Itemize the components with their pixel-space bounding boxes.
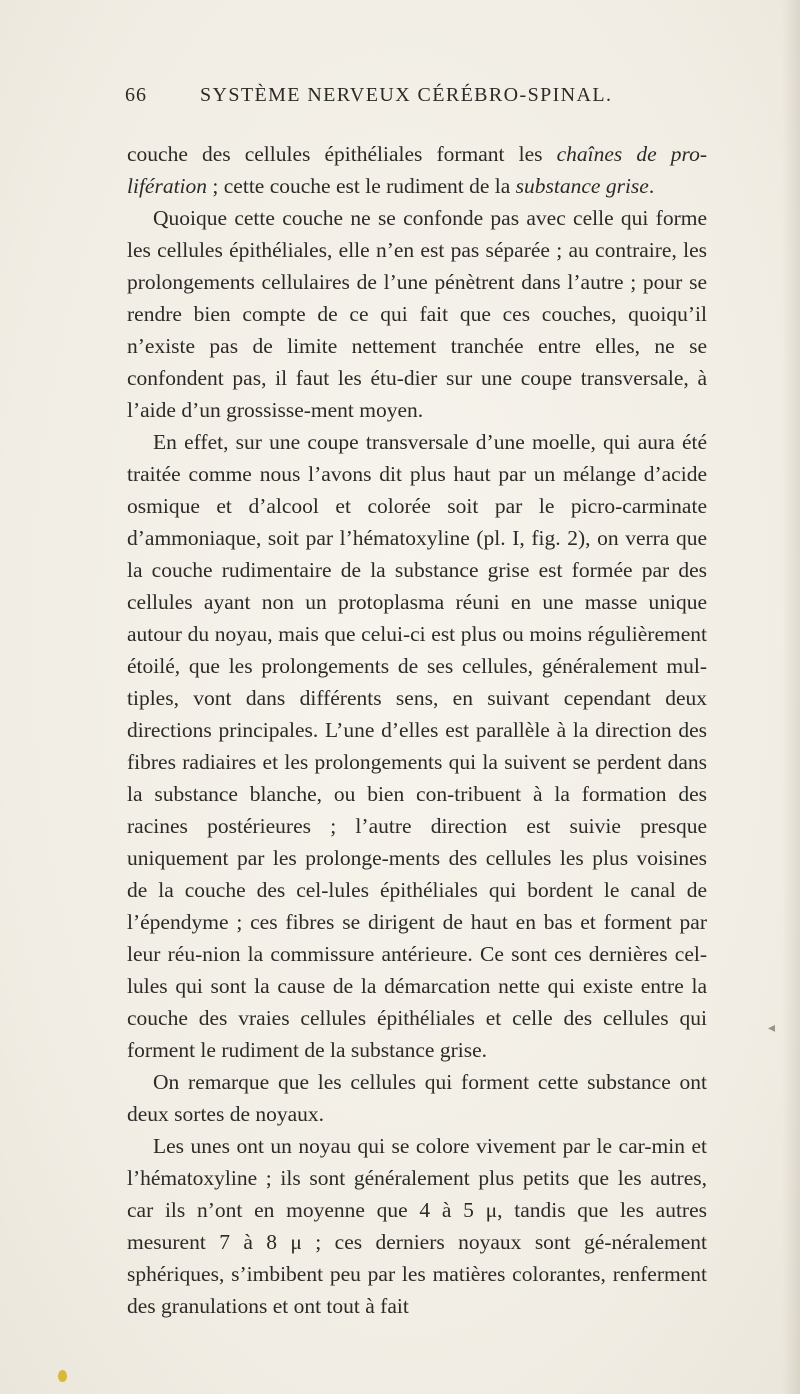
paragraph	[127, 1066, 707, 1130]
paragraph	[127, 138, 707, 202]
text-run: ; cette couche est le rudiment de la	[207, 174, 516, 198]
ink-spot	[58, 1370, 67, 1382]
italic-term: substance grise	[515, 174, 649, 198]
paragraph	[127, 1130, 707, 1322]
text-run: En effet, sur une coupe transversale d’une moelle, qui aura été traitée comme nous l’avons dit plus haut par un mélange d’acide osmique et d’alcool et colorée soit par le picro-carminate d’ammoniaque, soit par l’hématoxyline (pl. I, fig. 2), on verra que la couche rudimentaire de la substance grise est formée par des cellules ayant non un protoplasma réuni en une masse unique autour du noyau, mais que celui-ci est plus ou moins régulièrement étoilé, que les prolongements de ses cellules, généralement mul-tiples, vont dans différents sens, en suivant cependant deux directions principales. L’une d’elles est parallèle à la direction des fibres radiaires et les prolongements qui la suivent se perdent dans la substance blanche, ou bien con-tribuent à la formation des racines postérieures ; l’autre direction est suivie presque uniquement par les prolonge-ments des cellules les plus voisines de la couche des cel-lules épithéliales qui bordent le canal de l’épendyme ; ces fibres se dirigent de haut en bas et forment par leur réu-nion la commissure antérieure. Ce sont ces dernières cel-lules qui sont la cause de la démarcation nette qui existe entre la couche des vraies cellules épithéliales et celle des cellules qui forment le rudiment de la substance grise.	[127, 430, 707, 1062]
text-run: Quoique cette couche ne se confonde pas avec celle qui forme les cellules épithéliales, elle n’en est pas séparée ; au contraire, les prolongements cellulaires de l’une pénètrent dans l’autre ; pour se rendre bien compte de ce qui fait que ces couches, quoiqu’il n’existe pas de limite nettement tranchée entre elles, ne se confondent pas, il faut les étu-dier sur une coupe transversale, à l’aide d’un grossisse-ment moyen.	[127, 206, 707, 422]
running-title: SYSTÈME NERVEUX CÉRÉBRO-SPINAL.	[200, 84, 613, 106]
body-text	[127, 138, 707, 1322]
page-header	[125, 84, 705, 114]
margin-mark: ◂	[768, 1020, 776, 1036]
page-edge-shadow	[782, 0, 800, 1394]
paragraph	[127, 202, 707, 426]
text-run: Les unes ont un noyau qui se colore vivement par le car-min et l’hématoxyline ; ils sont généralement plus petits que les autres, car ils n’ont en moyenne que 4 à 5 μ, tandis que les autres mesurent 7 à 8 μ ; ces derniers noyaux sont gé-néralement sphériques, s’imbibent peu par les matières colorantes, renferment des granulations et ont tout à fait	[127, 1134, 707, 1318]
text-run: .	[648, 174, 655, 198]
text-run: couche des cellules épithéliales formant les	[127, 142, 557, 166]
italic-term: chaînes de pro-lifération	[127, 142, 707, 198]
page-number: 66	[125, 84, 147, 106]
paragraph	[127, 426, 707, 1066]
text-run: On remarque que les cellules qui forment cette substance ont deux sortes de noyaux.	[127, 1070, 707, 1126]
